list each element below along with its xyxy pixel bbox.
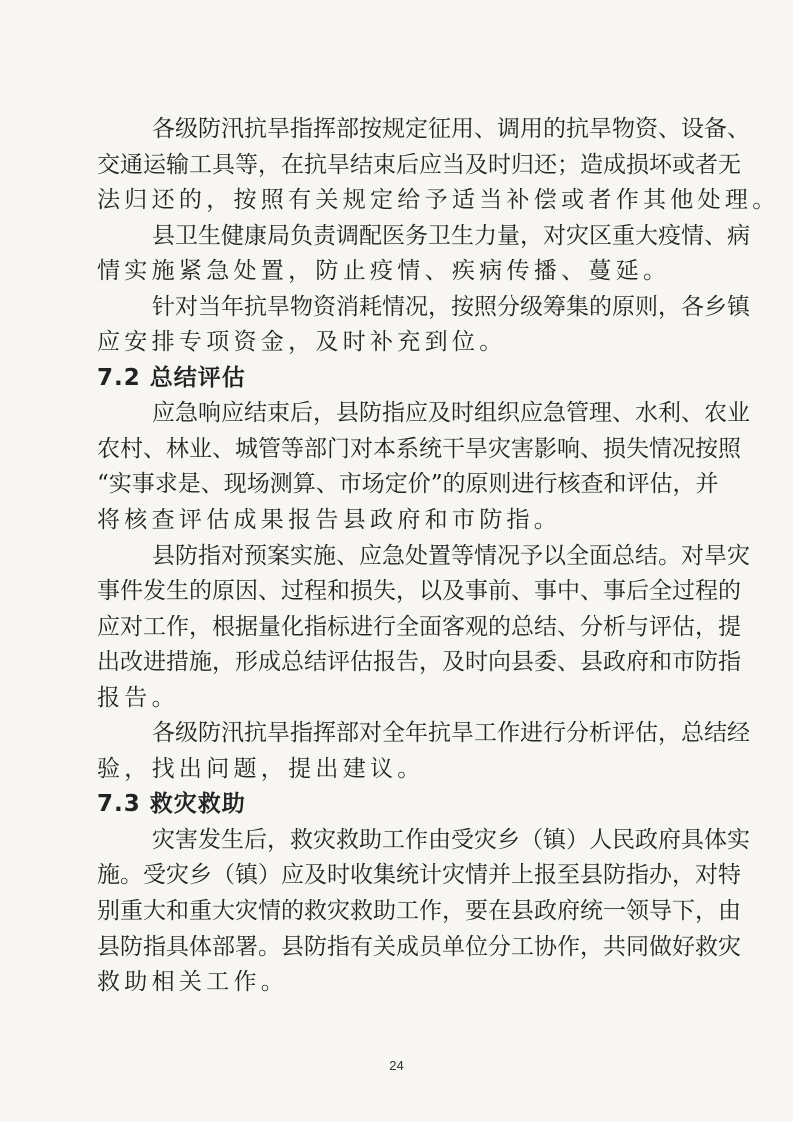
text-line: 县防指具体部署。县防指有关成员单位分工协作，共同做好救灾 xyxy=(97,933,741,960)
document-body xyxy=(97,112,780,1001)
text-line: 各级防汛抗旱指挥部对全年抗旱工作进行分析评估，总结经 xyxy=(152,720,750,747)
paragraph xyxy=(97,112,780,219)
text-line: 针对当年抗旱物资消耗情况，按照分级筹集的原则，各乡镇 xyxy=(152,293,750,320)
section-heading: 7.3 救灾救助 xyxy=(97,791,246,818)
text-line: 救助相关工作。 xyxy=(97,969,289,996)
text-line: 农村、林业、城管等部门对本系统干旱灾害影响、损失情况按照 xyxy=(97,435,741,462)
text-line: 事件发生的原因、过程和损失，以及事前、事中、事后全过程的 xyxy=(97,578,741,605)
page-number: 24 xyxy=(389,1058,404,1073)
paragraph xyxy=(97,823,750,1001)
paragraph xyxy=(97,396,750,538)
paragraph xyxy=(97,219,750,290)
text-line: 施。受灾乡（镇）应及时收集统计灾情并上报至县防指办，对特 xyxy=(97,862,741,889)
text-line: 报告。 xyxy=(97,684,179,711)
text-line: 交通运输工具等，在抗旱结束后应当及时归还；造成损坏或者无 xyxy=(97,151,741,178)
text-line: 应急响应结束后，县防指应及时组织应急管理、水利、农业 xyxy=(152,400,750,427)
text-line: 应安排专项资金，及时补充到位。 xyxy=(97,329,507,356)
text-line: 法归还的，按照有关规定给予适当补偿或者作其他处理。 xyxy=(97,187,780,214)
paragraph xyxy=(97,716,750,787)
text-line: 各级防汛抗旱指挥部按规定征用、调用的抗旱物资、设备、 xyxy=(152,116,750,142)
text-line: 别重大和重大灾情的救灾救助工作，要在县政府统一领导下，由 xyxy=(97,898,741,925)
text-line: 出改进措施，形成总结评估报告，及时向县委、县政府和市防指 xyxy=(97,649,741,676)
text-line: 应对工作，根据量化指标进行全面客观的总结、分析与评估，提 xyxy=(97,613,741,640)
section-heading: 7.2 总结评估 xyxy=(97,364,246,391)
text-line: 县防指对预案实施、应急处置等情况予以全面总结。对旱灾 xyxy=(152,542,750,569)
text-line: “实事求是、现场测算、市场定价”的原则进行核查和评估，并 xyxy=(97,471,719,498)
paragraph xyxy=(97,539,750,717)
text-line: 将核查评估成果报告县政府和市防指。 xyxy=(97,507,562,534)
text-line: 情实施紧急处置，防止疫情、疾病传播、蔓延。 xyxy=(97,258,671,285)
text-line: 县卫生健康局负责调配医务卫生力量，对灾区重大疫情、病 xyxy=(152,222,750,249)
text-line: 灾害发生后，救灾救助工作由受灾乡（镇）人民政府具体实 xyxy=(152,826,750,853)
paragraph xyxy=(97,290,750,361)
text-line: 验，找出问题，提出建议。 xyxy=(97,755,425,782)
